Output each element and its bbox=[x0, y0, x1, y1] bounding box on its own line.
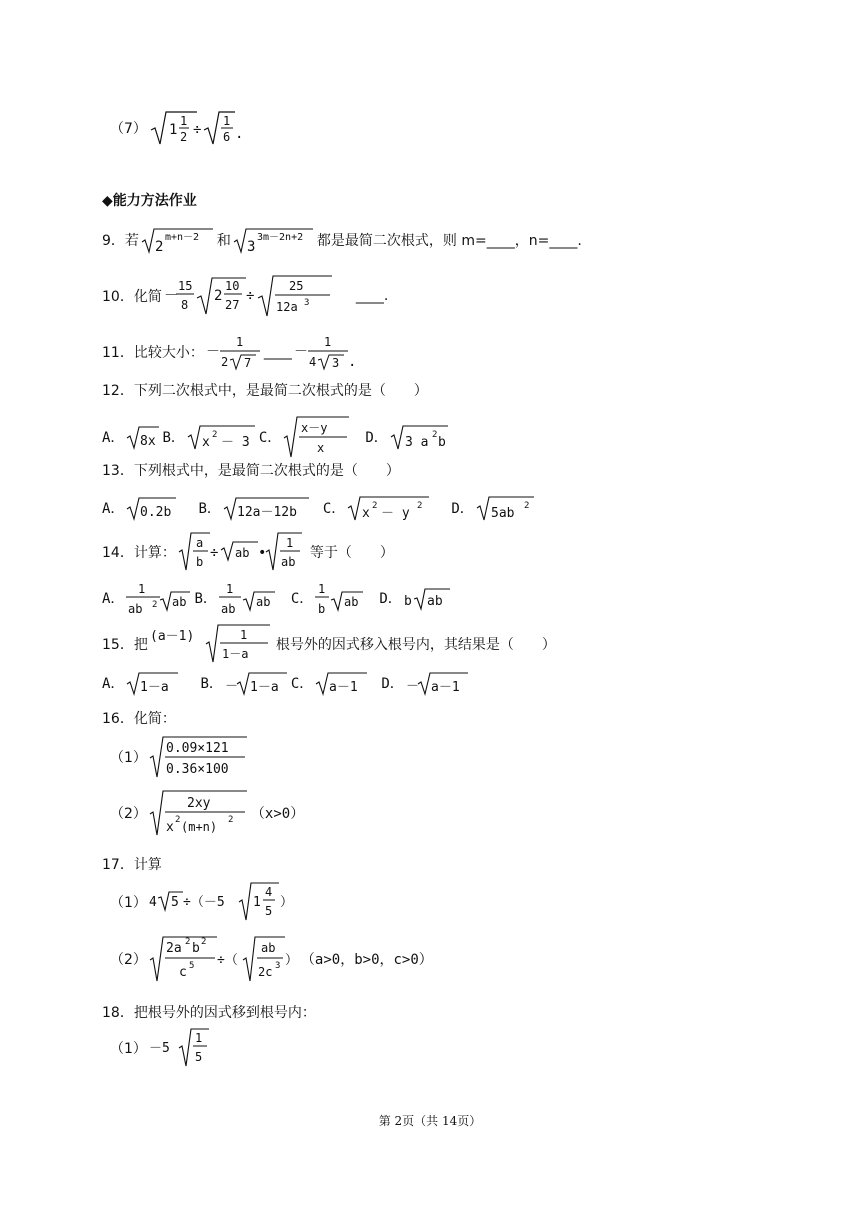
svg-text:ab: ab bbox=[260, 941, 276, 955]
q14-option-c-label[interactable]: C． bbox=[290, 591, 314, 607]
svg-text:x: x bbox=[165, 820, 174, 835]
q16-p1-label: （1） bbox=[110, 750, 147, 766]
q13-option-b-label[interactable]: B． bbox=[198, 501, 221, 517]
svg-text:6: 6 bbox=[222, 130, 231, 144]
svg-text:ab: ab bbox=[344, 595, 359, 609]
svg-text:8x: 8x bbox=[140, 434, 157, 449]
q15-expression bbox=[150, 622, 274, 666]
svg-text:3m－2n+2: 3m－2n+2 bbox=[256, 232, 304, 243]
svg-text:2: 2 bbox=[174, 815, 181, 825]
svg-text:.: . bbox=[234, 126, 244, 142]
svg-text:5: 5 bbox=[264, 904, 273, 918]
q10-expression bbox=[164, 272, 354, 320]
q14-option-a[interactable] bbox=[126, 578, 192, 618]
svg-text:b: b bbox=[191, 941, 200, 956]
svg-text:10: 10 bbox=[224, 279, 240, 293]
svg-text:2: 2 bbox=[431, 430, 438, 440]
svg-text:•: • bbox=[257, 545, 267, 561]
q13-option-a[interactable] bbox=[126, 495, 178, 521]
svg-text:a－1: a－1 bbox=[430, 680, 460, 695]
q14-option-d-label[interactable]: D． bbox=[379, 591, 402, 607]
q10-prefix: 10．化简 bbox=[102, 289, 162, 305]
svg-text:1: 1 bbox=[323, 335, 332, 349]
question-17-part-1 bbox=[110, 880, 311, 924]
q12-option-d-label[interactable]: D． bbox=[365, 430, 388, 446]
q15-option-c-label[interactable]: C． bbox=[290, 676, 314, 692]
svg-text:12a－12b: 12a－12b bbox=[236, 505, 297, 520]
q17-p2-condition: （a>0，b>0，c>0） bbox=[300, 952, 433, 968]
svg-text:ab: ab bbox=[128, 602, 143, 616]
svg-text:1－a: 1－a bbox=[140, 680, 170, 695]
svg-text:ab: ab bbox=[172, 595, 187, 609]
q15-option-a[interactable] bbox=[126, 670, 180, 696]
q14-option-b-label[interactable]: B． bbox=[194, 591, 217, 607]
svg-text:5: 5 bbox=[170, 895, 179, 910]
question-9 bbox=[102, 226, 582, 254]
svg-text:0.2b: 0.2b bbox=[140, 505, 172, 520]
question-13-options bbox=[102, 494, 538, 522]
question-7 bbox=[110, 108, 247, 148]
svg-text:5: 5 bbox=[188, 961, 195, 971]
svg-text:3: 3 bbox=[246, 239, 256, 254]
svg-text:5: 5 bbox=[194, 1050, 203, 1064]
question-16-stem: 16．化简： bbox=[102, 711, 176, 727]
svg-text:2: 2 bbox=[184, 937, 191, 947]
q15-option-c[interactable] bbox=[315, 670, 369, 696]
svg-text:x: x bbox=[362, 506, 371, 521]
svg-text:1: 1 bbox=[318, 582, 326, 596]
svg-text:÷（: ÷（ bbox=[216, 953, 238, 968]
q13-option-c-label[interactable]: C． bbox=[322, 501, 346, 517]
svg-text:1: 1 bbox=[252, 895, 261, 910]
q9-radical-2 bbox=[233, 226, 315, 254]
svg-text:7: 7 bbox=[243, 356, 252, 370]
q14-expression bbox=[178, 530, 308, 574]
question-12-stem: 12．下列二次根式中，是最简二次根式的是（ ） bbox=[102, 383, 428, 399]
svg-text:4: 4 bbox=[264, 885, 273, 899]
svg-text:－: － bbox=[293, 344, 308, 360]
q17-p1-expression bbox=[149, 880, 309, 924]
svg-text:÷: ÷ bbox=[245, 288, 255, 304]
svg-text:－ 3: － 3 bbox=[220, 435, 250, 450]
q13-option-d[interactable] bbox=[476, 494, 536, 522]
q17-p1-label: （1） bbox=[110, 895, 147, 911]
q11-left-value bbox=[206, 332, 262, 372]
svg-text:27: 27 bbox=[224, 298, 240, 312]
svg-text:－: － bbox=[405, 679, 419, 694]
svg-text:1: 1 bbox=[285, 536, 294, 550]
svg-text:a: a bbox=[195, 536, 204, 550]
q12-option-c-label[interactable]: C． bbox=[258, 430, 282, 446]
section-heading: ◆能力方法作业 bbox=[102, 193, 197, 209]
q15-suffix: 根号外的因式移入根号内，其结果是（ ） bbox=[275, 637, 556, 653]
svg-text:ab: ab bbox=[255, 595, 271, 609]
q13-option-c[interactable] bbox=[347, 494, 431, 522]
question-17-stem: 17．计算 bbox=[102, 857, 162, 873]
svg-text:m+n－2: m+n－2 bbox=[164, 232, 200, 243]
q16-p2-expression bbox=[149, 788, 249, 838]
q16-p2-condition: （x>0） bbox=[250, 806, 305, 822]
svg-text:5ab: 5ab bbox=[490, 506, 515, 521]
svg-text:－ y: － y bbox=[381, 506, 410, 521]
svg-text:ab: ab bbox=[220, 602, 236, 616]
q12-option-c[interactable] bbox=[283, 414, 353, 460]
svg-text:2: 2 bbox=[372, 501, 378, 511]
svg-text:2: 2 bbox=[220, 355, 229, 369]
question-14 bbox=[102, 530, 394, 574]
svg-text:12a: 12a bbox=[275, 300, 298, 314]
q12-option-b[interactable] bbox=[187, 423, 257, 451]
svg-text:x－y: x－y bbox=[301, 421, 328, 435]
svg-text:1: 1 bbox=[179, 114, 188, 128]
q12-option-d[interactable] bbox=[390, 423, 450, 451]
svg-text:）: ） bbox=[284, 953, 298, 968]
svg-text:2: 2 bbox=[152, 600, 158, 610]
svg-text:1: 1 bbox=[168, 122, 178, 138]
svg-text:1: 1 bbox=[222, 114, 231, 128]
svg-text:2: 2 bbox=[211, 430, 218, 440]
svg-text:x: x bbox=[317, 441, 325, 455]
svg-text:c: c bbox=[178, 965, 187, 980]
svg-text:1: 1 bbox=[235, 335, 244, 349]
svg-text:2: 2 bbox=[523, 501, 530, 511]
svg-text:2: 2 bbox=[227, 815, 234, 825]
svg-text:(a－1): (a－1) bbox=[149, 629, 195, 644]
q11-prefix: 11．比较大小： bbox=[102, 345, 204, 361]
question-13-stem: 13．下列根式中，是最简二次根式的是（ ） bbox=[102, 463, 400, 479]
page-footer: 第 2页（共 14页） bbox=[378, 1114, 482, 1128]
svg-text:ab: ab bbox=[234, 546, 250, 560]
q12-option-a-label[interactable]: A． bbox=[102, 430, 125, 446]
svg-text:2: 2 bbox=[417, 501, 423, 511]
svg-text:1: 1 bbox=[194, 1031, 203, 1045]
q10-suffix: ____. bbox=[355, 288, 389, 304]
q13-option-b[interactable] bbox=[223, 495, 311, 521]
svg-text:÷（－5: ÷（－5 bbox=[182, 895, 225, 910]
q9-suffix: 都是最简二次根式，则 m=____，n=____. bbox=[316, 233, 582, 249]
svg-text:3: 3 bbox=[303, 298, 310, 308]
q7-label: （7） bbox=[110, 121, 147, 137]
svg-text:）: ） bbox=[279, 895, 293, 910]
svg-text:b: b bbox=[437, 435, 446, 450]
q13-option-d-label[interactable]: D． bbox=[451, 501, 474, 517]
q12-option-a[interactable] bbox=[126, 424, 160, 450]
svg-text:1: 1 bbox=[239, 628, 248, 642]
q9-and: 和 bbox=[216, 233, 231, 249]
question-17-part-2 bbox=[110, 934, 433, 984]
q15-option-b[interactable] bbox=[225, 670, 289, 696]
question-14-options bbox=[102, 578, 458, 618]
svg-text:1－a: 1－a bbox=[221, 647, 249, 661]
q15-option-a-label[interactable]: A． bbox=[102, 676, 125, 692]
svg-text:÷: ÷ bbox=[192, 122, 202, 138]
svg-text:a－1: a－1 bbox=[329, 680, 358, 695]
q14-option-d[interactable] bbox=[404, 583, 456, 613]
svg-text:÷: ÷ bbox=[209, 545, 219, 561]
q15-option-d[interactable] bbox=[406, 670, 470, 696]
svg-text:ab: ab bbox=[426, 594, 443, 609]
svg-text:2: 2 bbox=[200, 937, 207, 947]
q18-p1-expression bbox=[149, 1026, 219, 1070]
svg-text:2: 2 bbox=[154, 239, 164, 254]
q18-p1-label: （1） bbox=[110, 1041, 147, 1057]
question-18-stem: 18．把根号外的因式移到根号内： bbox=[102, 1005, 316, 1021]
svg-text:0.09×121: 0.09×121 bbox=[165, 741, 229, 756]
svg-text:ab: ab bbox=[280, 555, 296, 569]
q12-option-b-label[interactable]: B． bbox=[162, 430, 185, 446]
svg-text:－: － bbox=[163, 288, 178, 304]
q15-prefix: 15．把 bbox=[102, 637, 148, 653]
q14-prefix: 14．计算： bbox=[102, 545, 176, 561]
q11-blank: ____ bbox=[263, 344, 292, 360]
question-16-part-2 bbox=[110, 788, 304, 838]
q11-right-value bbox=[294, 332, 358, 372]
svg-text:.: . bbox=[347, 354, 357, 370]
svg-text:b: b bbox=[403, 594, 412, 609]
svg-text:x: x bbox=[201, 435, 210, 450]
svg-text:2a: 2a bbox=[165, 941, 182, 956]
q13-option-a-label[interactable]: A． bbox=[102, 501, 125, 517]
svg-text:15: 15 bbox=[177, 279, 193, 293]
svg-text:4: 4 bbox=[148, 895, 157, 910]
question-12-options bbox=[102, 414, 452, 460]
svg-text:2: 2 bbox=[179, 130, 188, 144]
q14-option-b[interactable] bbox=[219, 578, 279, 618]
q14-option-c[interactable] bbox=[315, 578, 367, 618]
svg-text:b: b bbox=[195, 555, 204, 569]
question-16-part-1 bbox=[110, 734, 251, 780]
svg-text:b: b bbox=[318, 602, 326, 616]
q14-suffix: 等于（ ） bbox=[309, 545, 394, 561]
svg-text:1: 1 bbox=[138, 582, 146, 596]
question-11 bbox=[102, 332, 360, 372]
q15-option-d-label[interactable]: D． bbox=[381, 676, 404, 692]
q15-option-b-label[interactable]: B． bbox=[200, 676, 223, 692]
svg-text:1－a: 1－a bbox=[249, 680, 279, 695]
svg-text:3: 3 bbox=[274, 961, 281, 971]
svg-text:1: 1 bbox=[225, 582, 234, 596]
svg-text:－: － bbox=[205, 344, 220, 360]
svg-text:－5: －5 bbox=[148, 1041, 170, 1056]
question-10 bbox=[102, 272, 388, 320]
q17-p2-label: （2） bbox=[110, 952, 147, 968]
svg-text:0.36×100: 0.36×100 bbox=[165, 762, 229, 777]
svg-text:4: 4 bbox=[308, 355, 317, 369]
svg-text:3 a: 3 a bbox=[404, 435, 429, 450]
q9-prefix: 9．若 bbox=[102, 233, 139, 249]
question-18-part-1 bbox=[110, 1026, 221, 1070]
svg-text:8: 8 bbox=[180, 298, 189, 312]
svg-text:(m+n): (m+n) bbox=[180, 820, 218, 834]
svg-text:2xy: 2xy bbox=[186, 796, 211, 811]
svg-text:25: 25 bbox=[288, 279, 304, 293]
svg-text:3: 3 bbox=[331, 356, 340, 370]
q16-p1-expression bbox=[149, 734, 249, 780]
q7-expression bbox=[149, 108, 245, 148]
q9-radical-1 bbox=[141, 226, 215, 254]
question-15 bbox=[102, 622, 556, 666]
q14-option-a-label[interactable]: A． bbox=[102, 591, 125, 607]
svg-text:－: － bbox=[224, 679, 238, 694]
svg-text:2c: 2c bbox=[257, 965, 273, 979]
svg-text:2: 2 bbox=[213, 288, 223, 304]
question-15-options bbox=[102, 670, 472, 696]
q17-p2-expression bbox=[149, 934, 299, 984]
q16-p2-label: （2） bbox=[110, 806, 147, 822]
